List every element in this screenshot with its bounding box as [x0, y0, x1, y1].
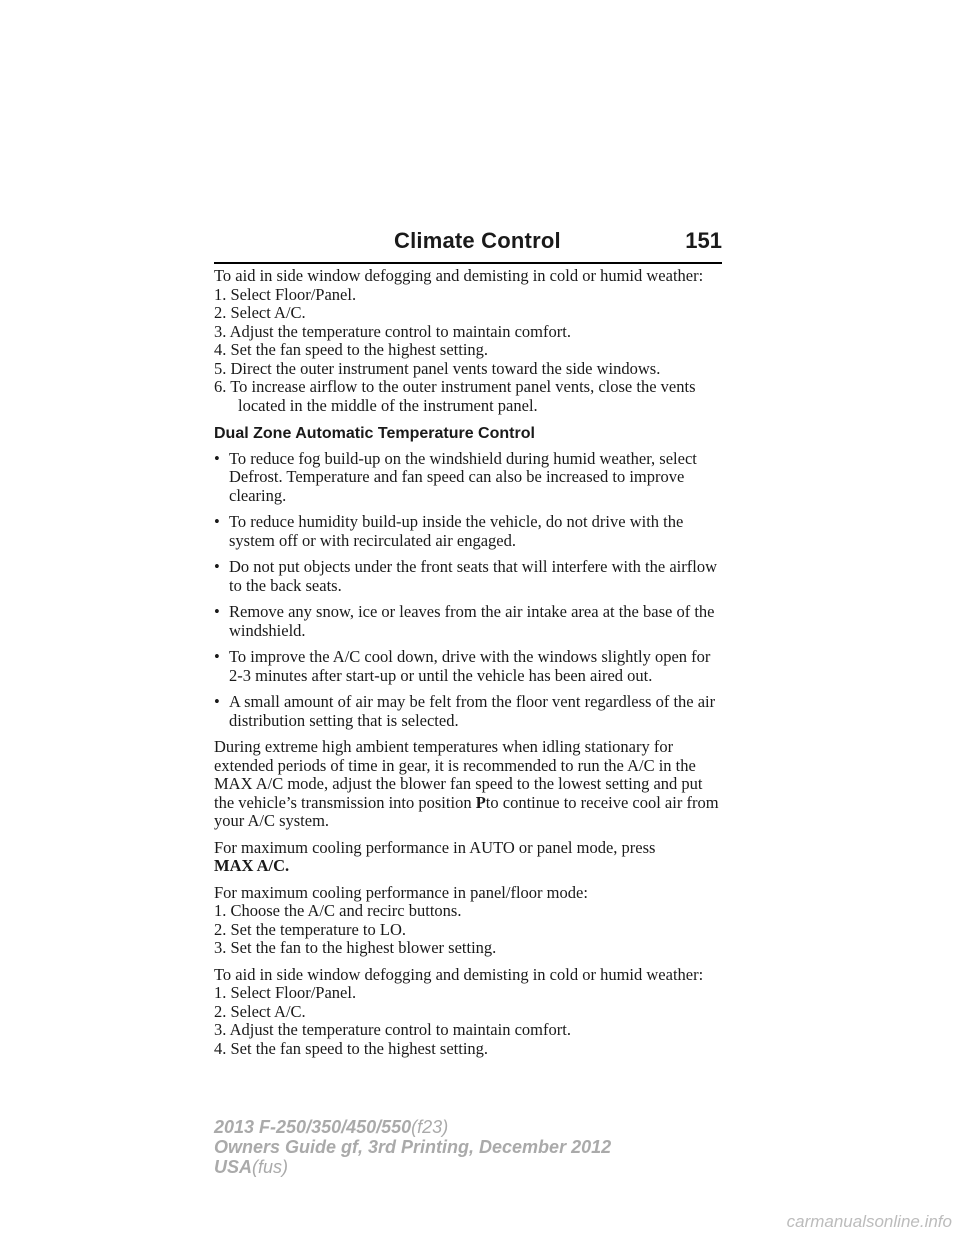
bullet-text: To reduce humidity build-up inside the vehicle, do not drive with the system off or with recirculated air engaged.	[229, 512, 684, 550]
defog-step-2: 1. Select Floor/Panel.	[214, 983, 357, 1002]
footer-line-market	[214, 1157, 611, 1177]
page-number: 151	[685, 228, 722, 253]
defog-step-2: 3. Adjust the temperature control to maintain comfort.	[214, 1020, 571, 1039]
bullet-text: Do not put objects under the front seats that will interfere with the airflow to the back seats.	[229, 557, 717, 595]
page-title: Climate Control	[394, 228, 561, 253]
footer-market: USA	[214, 1157, 253, 1177]
page-content	[214, 267, 724, 1058]
gear-position-p: P	[475, 792, 486, 812]
defog-step-2: 2. Select A/C.	[214, 1001, 306, 1021]
defog-step: 1. Select Floor/Panel.	[214, 284, 357, 304]
list-item	[214, 513, 724, 550]
defog-step-2: 4. Set the fan speed to the highest setting.	[214, 1038, 489, 1058]
footer-market-code: (fus)	[252, 1157, 289, 1177]
defog-intro: To aid in side window defogging and demisting in cold or humid weather:	[214, 266, 704, 285]
bullet-icon: •	[214, 512, 220, 531]
list-item	[214, 603, 724, 640]
footer-model-code: (f23)	[411, 1117, 449, 1137]
defog-intro-2: To aid in side window defogging and demisting in cold or humid weather:	[214, 964, 704, 984]
panel-floor-intro: For maximum cooling performance in panel/floor mode:	[214, 882, 588, 902]
bullet-text: Remove any snow, ice or leaves from the air intake area at the base of the windshield.	[229, 602, 715, 640]
defog-step: 4. Set the fan speed to the highest setting.	[214, 340, 489, 359]
watermark: carmanualsonline.info	[786, 1212, 952, 1231]
max-ac-paragraph	[214, 839, 724, 876]
list-item	[214, 558, 724, 595]
footer-model: 2013 F-250/350/450/550	[214, 1117, 412, 1137]
bullet-icon: •	[214, 557, 220, 576]
defog-step: 6. To increase airflow to the outer instrument panel vents, close the vents located in the middle of the instrument panel.	[214, 377, 696, 415]
bullet-icon: •	[214, 448, 220, 468]
panel-floor-step: 1. Choose the A/C and recirc buttons.	[214, 901, 462, 920]
list-item	[214, 693, 724, 730]
section-heading: Dual Zone Automatic Temperature Control	[214, 425, 535, 442]
defog-step: 5. Direct the outer instrument panel vents toward the side windows.	[214, 358, 661, 378]
panel-floor-step: 3. Set the fan to the highest blower setting.	[214, 938, 497, 957]
footer-line-guide: Owners Guide gf, 3rd Printing, December 2012	[214, 1137, 612, 1157]
panel-floor-step: 2. Set the temperature to LO.	[214, 919, 406, 939]
max-ac-text: For maximum cooling performance in AUTO or panel mode, press	[214, 837, 656, 857]
defog-step: 3. Adjust the temperature control to maintain comfort.	[214, 321, 571, 341]
bullet-text: A small amount of air may be felt from the floor vent regardless of the air distribution setting that is selected.	[229, 692, 716, 730]
bullet-icon: •	[214, 602, 220, 621]
extreme-temp-text: During extreme high ambient temperatures when idling stationary for extended periods of time in gear, it is recommended to run the A/C in the MAX A/C mode, adjust the blower fan speed to the lowest setting and put the vehicle’s transmission into position	[214, 737, 703, 812]
extreme-temp-text-end: to continue to receive cool air from your A/C system.	[214, 792, 719, 830]
max-ac-label: MAX A/C.	[214, 856, 290, 875]
list-item	[214, 648, 724, 685]
bullet-text: To improve the A/C cool down, drive with the windows slightly open for 2-3 minutes after start-up or until the vehicle has been aired out.	[229, 647, 711, 685]
bullet-text: To reduce fog build-up on the windshield during humid weather, select Defrost. Temperature and fan speed can also be increased to improve clearing.	[229, 448, 697, 505]
list-item	[214, 450, 724, 506]
bullet-icon: •	[214, 647, 220, 666]
defog-step: 2. Select A/C.	[214, 303, 306, 322]
page-header	[214, 228, 722, 260]
page-footer	[214, 1117, 611, 1177]
footer-line-model	[214, 1117, 611, 1137]
bullet-icon: •	[214, 692, 220, 711]
extreme-temp-paragraph	[214, 738, 724, 831]
header-rule	[214, 262, 722, 264]
